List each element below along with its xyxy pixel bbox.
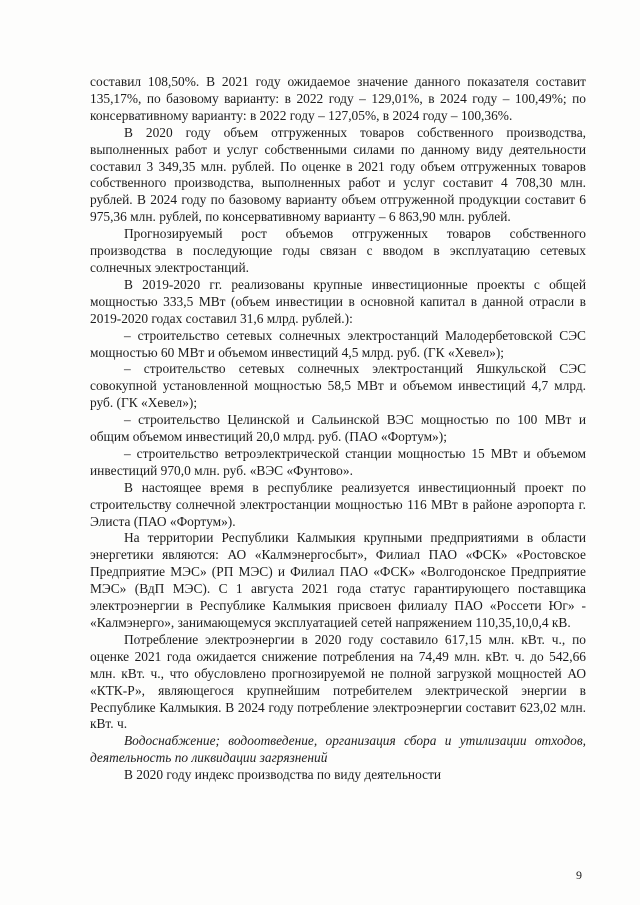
document-body bbox=[90, 74, 586, 784]
paragraph-2: В 2020 году объем отгруженных товаров собственного производства, выполненных работ и услуг собственными силами по данному виду деятельности составил 3 349,35 млн. рублей. По оценке в 2021 году объем отгруженных товаров собственного производства, выполненных работ и услуг составит 4 708,30 млн. рублей. В 2024 году по базовому варианту объем отгруженной продукции составит 6 975,36 млн. рублей, по консервативному варианту – 6 863,90 млн. рублей. bbox=[90, 124, 586, 225]
paragraph-7: Потребление электроэнергии в 2020 году составило 617,15 млн. кВт. ч., по оценке 2021 года ожидается снижение потребления на 74,49 млн. кВт. ч. до 542,66 млн. кВт. ч., что обусловлено прогнозируемой не полной загрузкой мощностей АО «КТК-Р», являющегося крупнейшим потребителем электрической энергии в Республике Калмыкия. В 2024 году потребление электроэнергии составит 623,02 млн. кВт. ч. bbox=[90, 631, 586, 732]
paragraph-3: Прогнозируемый рост объемов отгруженных товаров собственного производства в последующие годы связан с вводом в эксплуатацию сетевых солнечных электростанций. bbox=[90, 226, 586, 275]
paragraph-8: В 2020 году индекс производства по виду деятельности bbox=[124, 767, 442, 783]
paragraph-5: В настоящее время в республике реализуется инвестиционный проект по строительству солнечной электростанции мощностью 116 МВт в районе аэропорта г. Элиста (ПАО «Фортум»). bbox=[90, 479, 586, 529]
list-item-2: – строительство сетевых солнечных электростанций Яшкульской СЭС совокупной установленной мощностью 58,5 МВт и объемом инвестиций 4,7 млрд. руб. (ГК «Хевел»); bbox=[90, 361, 586, 411]
section-heading: Водоснабжение; водоотведение, организация сбора и утилизации отходов, деятельность по ликвидации загрязнений bbox=[90, 733, 586, 766]
paragraph-1: составил 108,50%. В 2021 году ожидаемое значение данного показателя составит 135,17%, по базовому варианту: в 2022 году – 129,01%, в 2024 году – 100,49%; по консервативному варианту: в 2022 году – 127,05%, в 2024 году – 100,36%. bbox=[90, 74, 586, 123]
list-item-1: – строительство сетевых солнечных электростанций Малодербетовской СЭС мощностью 60 МВт и объемом инвестиций 4,5 млрд. руб. (ГК «Хевел»); bbox=[90, 327, 586, 360]
paragraph-6: На территории Республики Калмыкия крупными предприятиями в области энергетики являются: АО «Калмэнергосбыт», Филиал ПАО «ФСК» «Ростовское Предприятие МЭС» (РП МЭС) и Филиал ПАО «ФСК» «Волгодонское Предприятие МЭС» (ВдП МЭС). С 1 августа 2021 года статус гарантирующего поставщика электроэнергии в Республике Калмыкия присвоен филиалу ПАО «Россети Юг» - «Калмэнерго», занимающемуся эксплуатацией сетей напряжением 110,35,10,0,4 кВ. bbox=[90, 530, 586, 630]
page-number: 9 bbox=[576, 868, 582, 882]
paragraph-4: В 2019-2020 гг. реализованы крупные инвестиционные проекты с общей мощностью 333,5 МВт (объем инвестиции в основной капитал в данной отрасли в 2019-2020 годах составил 31,6 млрд. рублей.): bbox=[90, 276, 586, 326]
list-item-3: – строительство Целинской и Сальинской ВЭС мощностью по 100 МВт и общим объемом инвестиций 20,0 млрд. руб. (ПАО «Фортум»); bbox=[90, 412, 586, 445]
list-item-4: – строительство ветроэлектрической станции мощностью 15 МВт и объемом инвестиций 970,0 млн. руб. «ВЭС «Фунтово». bbox=[90, 445, 586, 478]
